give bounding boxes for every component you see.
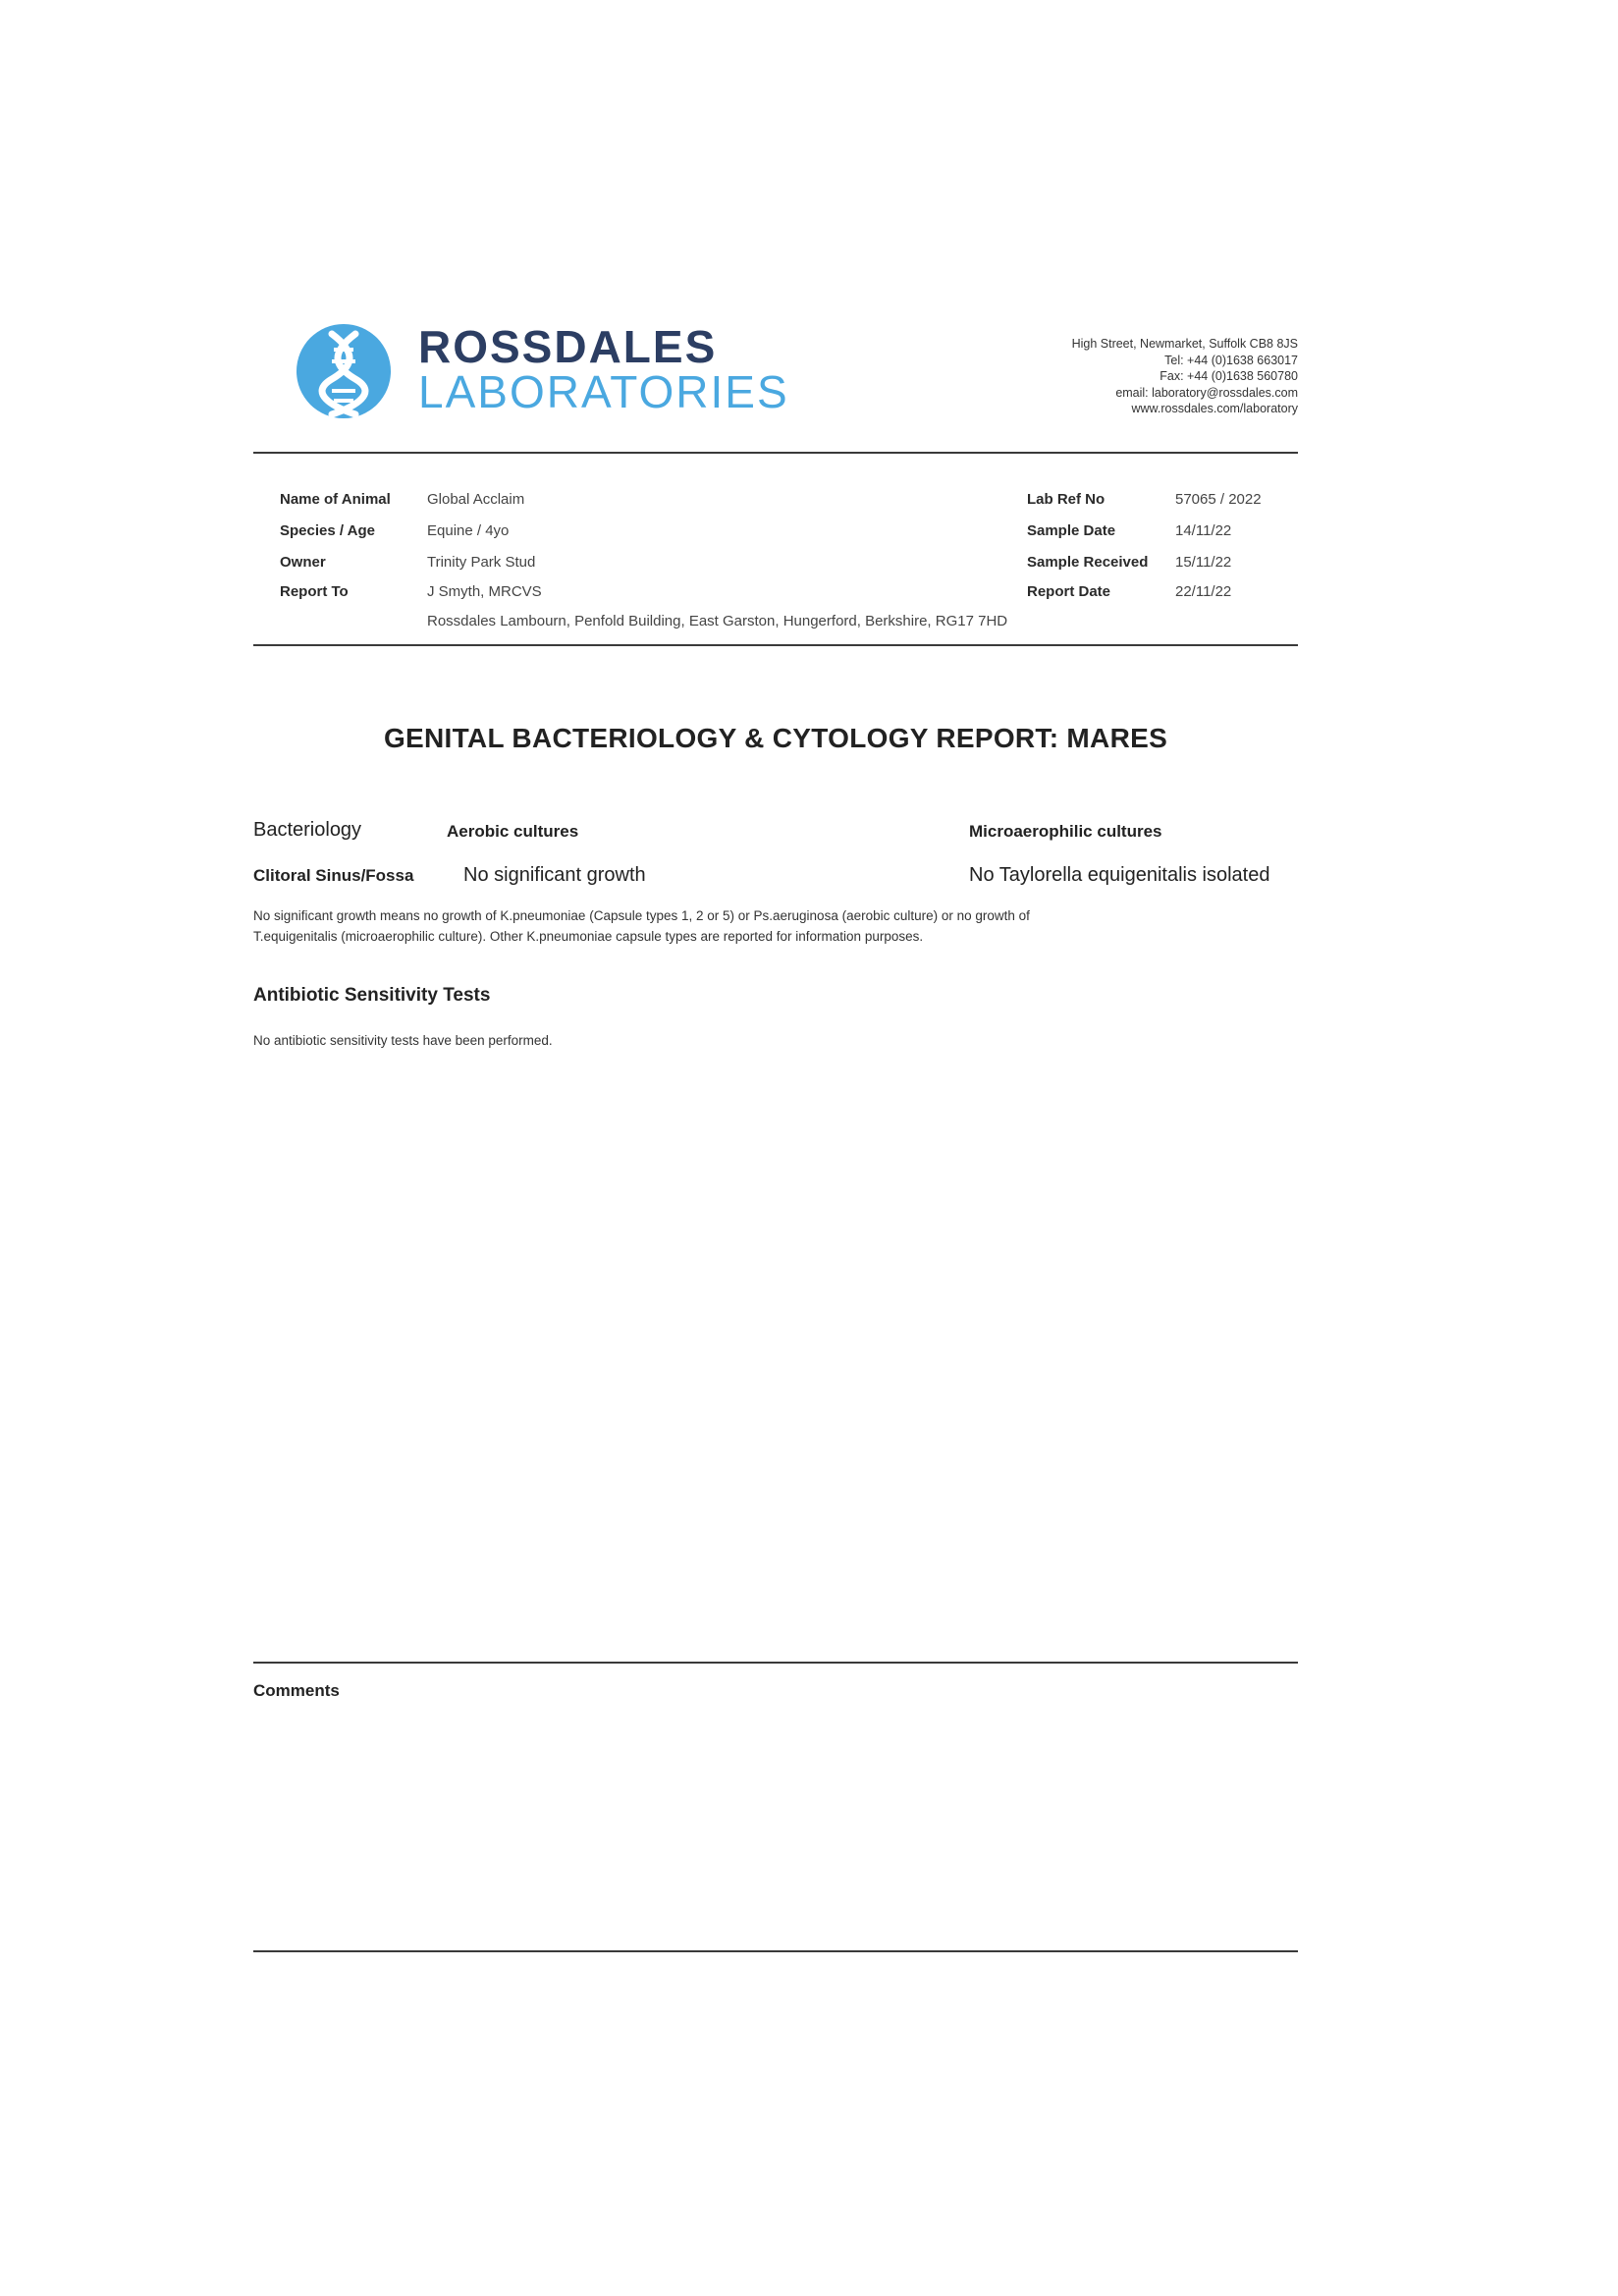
antibiotic-text: No antibiotic sensitivity tests have been performed.: [253, 1033, 553, 1048]
owner-label: Owner: [280, 554, 326, 571]
microaerophilic-cultures-header: Microaerophilic cultures: [969, 822, 1162, 841]
aerobic-cultures-header: Aerobic cultures: [447, 822, 579, 841]
report-to-value: J Smyth, MRCVS: [427, 583, 542, 600]
aerobic-result: No significant growth: [463, 864, 646, 886]
address-fax: Fax: +44 (0)1638 560780: [1160, 369, 1298, 383]
bacteriology-heading: Bacteriology: [253, 819, 362, 841]
name-of-animal-label: Name of Animal: [280, 491, 391, 508]
bacteriology-note: [253, 905, 1298, 947]
address-web: www.rossdales.com/laboratory: [1131, 402, 1298, 415]
name-of-animal-value: Global Acclaim: [427, 491, 525, 508]
report-date-value: 22/11/22: [1175, 583, 1232, 600]
dna-helix-icon: [295, 322, 393, 420]
sample-received-value: 15/11/22: [1175, 554, 1232, 571]
species-age-label: Species / Age: [280, 522, 375, 539]
sample-date-value: 14/11/22: [1175, 522, 1232, 539]
antibiotic-heading: Antibiotic Sensitivity Tests: [253, 985, 491, 1006]
microaerophilic-result: No Taylorella equigenitalis isolated: [969, 864, 1270, 886]
lab-ref-value: 57065 / 2022: [1175, 491, 1262, 508]
report-to-address: Rossdales Lambourn, Penfold Building, East Garston, Hungerford, Berkshire, RG17 7HD: [427, 613, 1008, 629]
comments-bottom-divider: [253, 1950, 1298, 1952]
lab-address-block: [1072, 336, 1298, 417]
address-tel: Tel: +44 (0)1638 663017: [1164, 353, 1298, 367]
brand-name-line2: LABORATORIES: [418, 366, 789, 417]
note-line-1: No significant growth means no growth of K.pneumoniae (Capsule types 1, 2 or 5) or Ps.aeruginosa (aerobic culture) or no growth of: [253, 908, 1030, 923]
owner-value: Trinity Park Stud: [427, 554, 536, 571]
report-title: GENITAL BACTERIOLOGY & CYTOLOGY REPORT: MARES: [383, 723, 1168, 753]
sample-received-label: Sample Received: [1027, 554, 1149, 571]
brand-name-line1: ROSSDALES: [418, 321, 718, 372]
details-divider: [253, 644, 1298, 646]
lab-ref-label: Lab Ref No: [1027, 491, 1106, 508]
header-divider: [253, 452, 1298, 454]
comments-top-divider: [253, 1662, 1298, 1664]
note-line-2: T.equigenitalis (microaerophilic culture). Other K.pneumoniae capsule types are reported for information purposes.: [253, 929, 924, 944]
report-date-label: Report Date: [1027, 583, 1111, 600]
comments-heading: Comments: [253, 1681, 340, 1700]
sample-site: Clitoral Sinus/Fossa: [253, 866, 414, 885]
species-age-value: Equine / 4yo: [427, 522, 510, 539]
address-email: email: laboratory@rossdales.com: [1115, 385, 1298, 400]
address-street: High Street, Newmarket, Suffolk CB8 8JS: [1071, 337, 1298, 351]
sample-date-label: Sample Date: [1027, 522, 1116, 539]
report-to-label: Report To: [280, 583, 349, 600]
